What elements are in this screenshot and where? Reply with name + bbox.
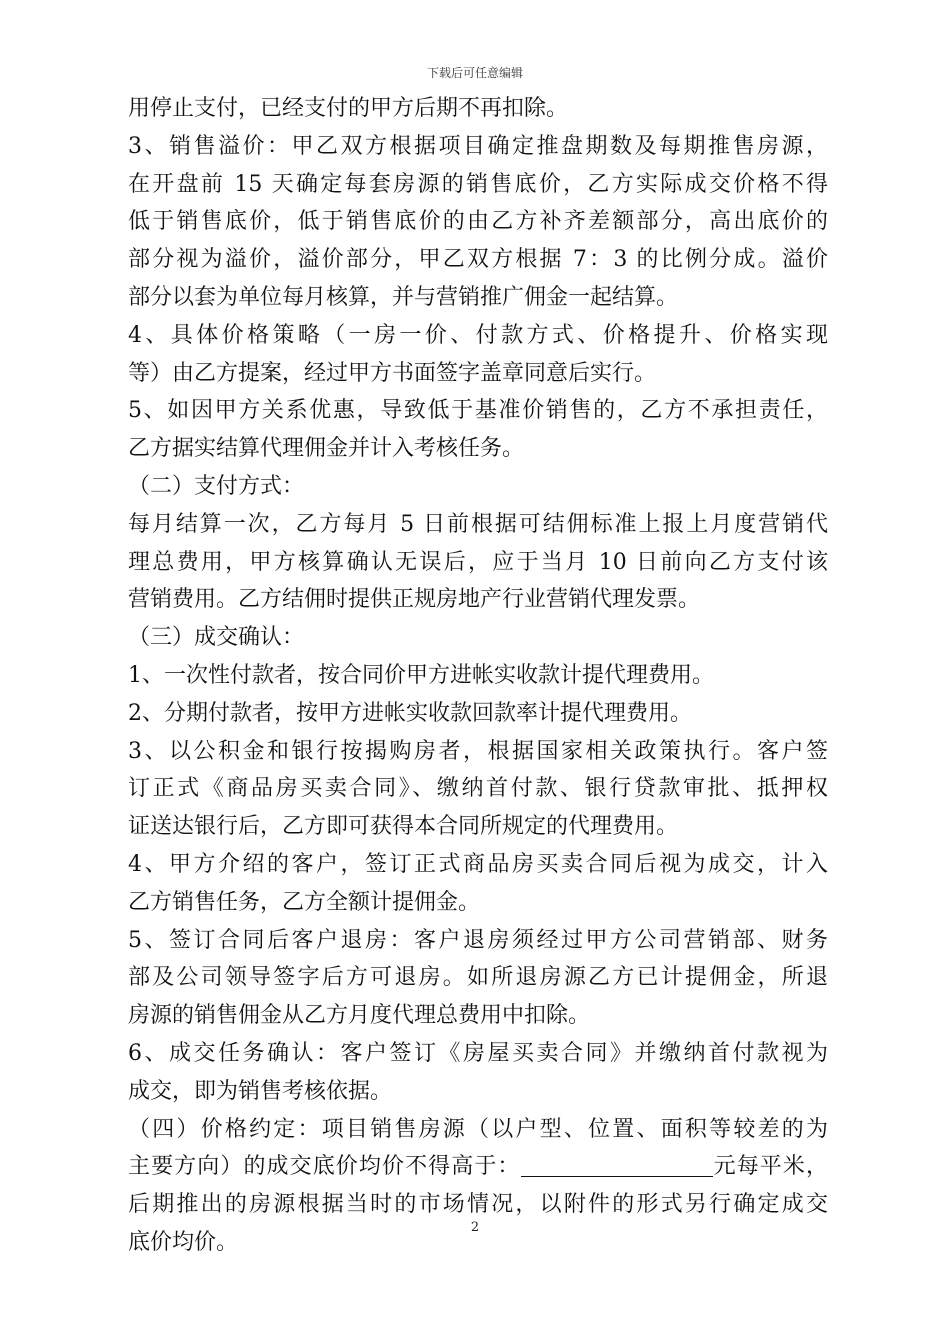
text-line: 2、分期付款者，按甲方进帐实收款回款率计提代理费用。 <box>128 700 692 726</box>
price-line-colon: ： <box>497 1154 521 1180</box>
price-line-text: 主要方向）的成交底价均价不得高于 <box>128 1154 498 1180</box>
text-line: 部分视为溢价，溢价部分，甲乙双方根据 7：3 的比例分成。溢价 <box>128 247 828 273</box>
text-line: 部及公司领导签字后方可退房。如所退房源乙方已计提佣金，所退 <box>128 965 828 991</box>
text-line: 部分以套为单位每月核算，并与营销推广佣金一起结算。 <box>128 284 679 310</box>
text-line: 成交，即为销售考核依据。 <box>128 1078 393 1104</box>
text-line: 后期推出的房源根据当时的市场情况，以附件的形式另行确定成交 <box>128 1192 828 1218</box>
text-line: 等）由乙方提案，经过甲方书面签字盖章同意后实行。 <box>128 360 657 386</box>
text-line: 4、甲方介绍的客户，签订正式商品房买卖合同后视为成交，计入 <box>128 851 828 877</box>
text-line: 5、如因甲方关系优惠，导致低于基准价销售的，乙方不承担责任， <box>128 398 828 424</box>
page-number: 2 <box>470 1220 480 1235</box>
page-header: 下载后可任意编辑 <box>426 66 523 80</box>
text-line: 乙方据实结算代理佣金并计入考核任务。 <box>128 436 525 462</box>
text-line: 理总费用，甲方核算确认无误后，应于当月 10 日前向乙方支付该 <box>128 549 828 575</box>
text-line: 5、签订合同后客户退房：客户退房须经过甲方公司营销部、财务 <box>128 927 828 953</box>
text-line: 6、成交任务确认：客户签订《房屋买卖合同》并缴纳首付款视为 <box>128 1040 828 1066</box>
text-line: 1、一次性付款者，按合同价甲方进帐实收款计提代理费用。 <box>128 662 714 688</box>
text-line: 房源的销售佣金从乙方月度代理总费用中扣除。 <box>128 1003 591 1029</box>
price-agreement-line <box>128 1148 828 1186</box>
price-blank-field[interactable] <box>521 1152 713 1177</box>
text-line: 底价均价。 <box>128 1229 239 1255</box>
text-line: 订正式《商品房买卖合同》、缴纳首付款、银行贷款审批、抵押权 <box>128 776 828 802</box>
text-line: （四）价格约定：项目销售房源（以户型、位置、面积等较差的为 <box>128 1116 828 1142</box>
paragraph-lines <box>128 90 828 1148</box>
text-line: （三）成交确认： <box>128 625 305 651</box>
text-line: 用停止支付，已经支付的甲方后期不再扣除。 <box>128 96 569 121</box>
text-line: 4、具体价格策略（一房一价、付款方式、价格提升、价格实现 <box>128 322 828 348</box>
text-line: 证送达银行后，乙方即可获得本合同所规定的代理费用。 <box>128 814 679 840</box>
text-line: 3、销售溢价：甲乙双方根据项目确定推盘期数及每期推售房源， <box>128 133 828 159</box>
price-line-unit: 元每平米， <box>712 1154 828 1180</box>
text-line: （二）支付方式： <box>128 473 305 499</box>
text-line: 营销费用。乙方结佣时提供正规房地产行业营销代理发票。 <box>128 587 701 613</box>
document-body <box>128 90 828 1262</box>
text-line: 乙方销售任务，乙方全额计提佣金。 <box>128 889 481 915</box>
text-line: 低于销售底价，低于销售底价的由乙方补齐差额部分，高出底价的 <box>128 209 828 235</box>
text-line: 每月结算一次，乙方每月 5 日前根据可结佣标准上报上月度营销代 <box>128 511 828 537</box>
text-line: 3、以公积金和银行按揭购房者，根据国家相关政策执行。客户签 <box>128 738 828 764</box>
text-line: 在开盘前 15 天确定每套房源的销售底价，乙方实际成交价格不得 <box>128 171 828 197</box>
